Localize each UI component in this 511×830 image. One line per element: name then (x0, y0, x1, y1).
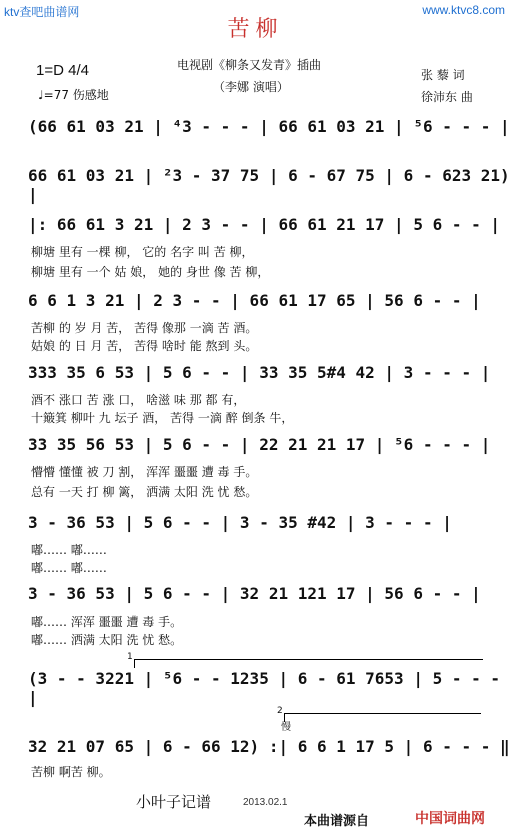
watermark-left: ktv查吧曲谱网 (4, 5, 80, 19)
lyric-line: 柳塘 里有 一个 姑 娘， 她的 身世 像 苦 柳， (31, 265, 270, 279)
notation-line-8: 3 - 36 53 | 5 6 - - | 32 21 121 17 | 56 6 - - | (28, 584, 481, 603)
lyric-line: 嘟…… 浑浑 噩噩 遭 毒 手。 (31, 615, 183, 629)
key-signature: 1=D 4/4 (36, 62, 89, 79)
lyric-line: 十簸箕 柳叶 九 坛子 酒， 苦得 一滴 醉 倒条 牛， (31, 411, 294, 425)
volta-bracket-1: 1 (134, 659, 483, 668)
tempo-marking: ♩=77 伤感地 (38, 88, 109, 102)
song-title: 苦柳 (227, 17, 284, 42)
lyric-line: 总有 一天 打 柳 篱， 洒满 太阳 洗 忧 愁。 (31, 485, 258, 499)
composer: 徐沛东 曲 (421, 90, 473, 104)
subtitle: 电视剧《柳条又发青》插曲 (177, 58, 322, 72)
notation-line-1: (66 61 03 21 | ⁴3 - - - | 66 61 03 21 | ⁵6 - - - | (28, 117, 510, 136)
singer: （李娜 演唱） (213, 80, 289, 94)
lyric-line: 懵懵 懂懂 被 刀 割， 浑浑 噩噩 遭 毒 手。 (31, 465, 258, 479)
lyric-line: 嘟…… 嘟…… (31, 543, 107, 557)
notation-line-10: 32 21 07 65 | 6 - 66 12) :| 6 6 1 17 5 | 6 - - - ‖ (28, 737, 510, 756)
notation-line-3: |: 66 61 3 21 | 2 3 - - | 66 61 21 17 | 5 6 - - | (28, 215, 501, 234)
source-site: 中国词曲网 (415, 811, 485, 827)
notation-line-5: 333 35 6 53 | 5 6 - - | 33 35 5#4 42 | 3 - - - | (28, 363, 491, 382)
notation-line-9: (3 - - 3221 | ⁵6 - - 1235 | 6 - 61 7653 | 5 - - - | (28, 669, 501, 707)
lyric-line: 柳塘 里有 一棵 柳， 它的 名字 叫 苦 柳， (31, 245, 254, 259)
lyric-line: 苦柳 的 岁 月 苦， 苦得 像那 一滴 苦 酒。 (31, 321, 258, 335)
transcriber-note: 小叶子记谱 (136, 793, 212, 811)
transcription-date: 2013.02.1 (243, 797, 288, 808)
volta-bracket-2: 2 (284, 713, 481, 722)
lyric-line: 姑娘 的 日 月 苦， 苦得 啥时 能 熬到 头。 (31, 339, 258, 353)
lyric-line: 嘟…… 嘟…… (31, 561, 107, 575)
lyric-line: 苦柳 啊苦 柳。 (31, 765, 111, 779)
lyricist: 张 藜 词 (421, 68, 465, 82)
notation-line-7: 3 - 36 53 | 5 6 - - | 3 - 35 #42 | 3 - - - | (28, 513, 452, 532)
lyric-line: 酒不 涨口 苦 涨 口， 啥滋 味 那 都 有， (31, 393, 246, 407)
lyric-line: 嘟…… 洒满 太阳 洗 忧 愁。 (31, 633, 183, 647)
notation-line-6: 33 35 56 53 | 5 6 - - | 22 21 21 17 | ⁵6 - - - | (28, 435, 491, 454)
notation-line-2: 66 61 03 21 | ²3 - 37 75 | 6 - 67 75 | 6 - 623 21) | (28, 166, 510, 204)
notation-line-4: 6 6 1 3 21 | 2 3 - - | 66 61 17 65 | 56 6 - - | (28, 291, 481, 310)
watermark-right: www.ktvc8.com (422, 3, 505, 17)
slow-marking: 慢 (281, 722, 291, 733)
source-label: 本曲谱源自 (304, 814, 370, 829)
